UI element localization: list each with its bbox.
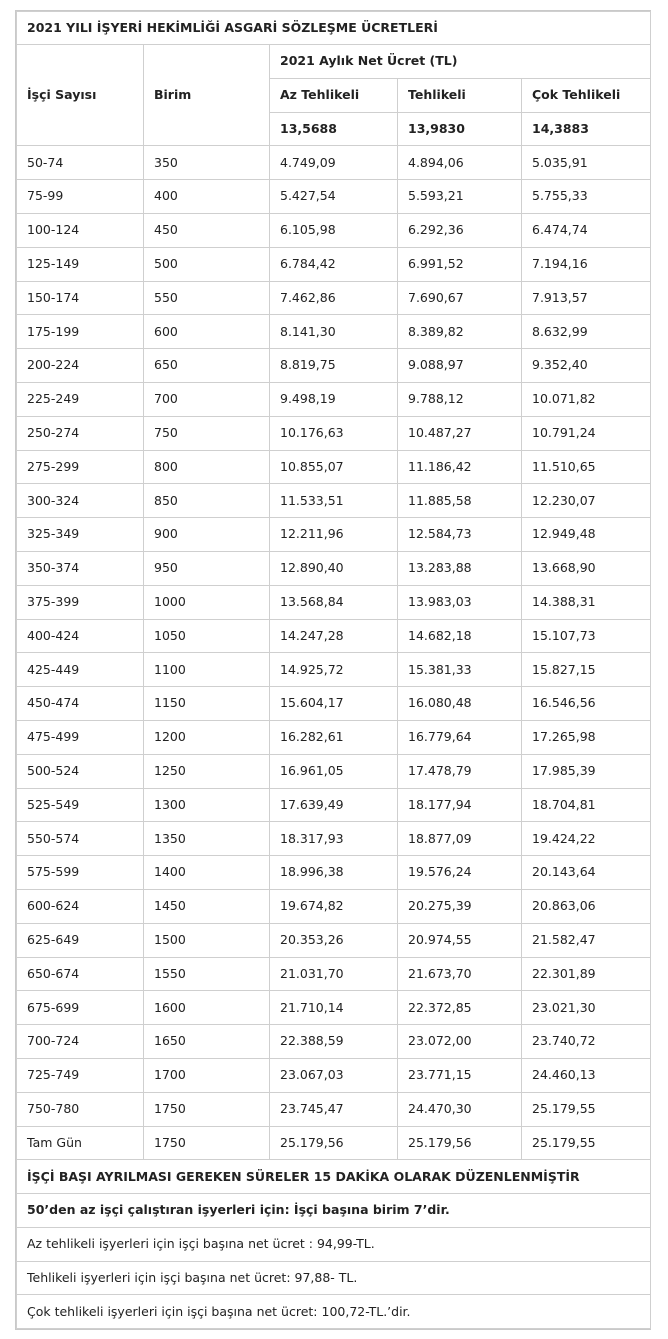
cell-isci-sayisi: 475-499 [17,720,144,754]
cell-tehlikeli: 22.372,85 [398,991,522,1025]
header-az-tehlikeli: Az Tehlikeli [270,78,398,112]
cell-tehlikeli: 13.983,03 [398,585,522,619]
cell-az-tehlikeli: 23.745,47 [270,1092,398,1126]
cell-tehlikeli: 10.487,27 [398,416,522,450]
table-row [17,720,651,754]
cell-tehlikeli: 18.177,94 [398,788,522,822]
cell-az-tehlikeli: 4.749,09 [270,146,398,180]
cell-birim: 1500 [144,923,270,957]
cell-birim: 1750 [144,1092,270,1126]
cell-birim: 600 [144,315,270,349]
header-birim: Birim [144,45,270,146]
header-cok-tehlikeli: Çok Tehlikeli [522,78,651,112]
cell-cok-tehlikeli: 7.194,16 [522,247,651,281]
cell-birim: 350 [144,146,270,180]
cell-tehlikeli: 16.779,64 [398,720,522,754]
cell-tehlikeli: 24.470,30 [398,1092,522,1126]
cell-tehlikeli: 9.788,12 [398,382,522,416]
cell-az-tehlikeli: 12.211,96 [270,518,398,552]
cell-az-tehlikeli: 13.568,84 [270,585,398,619]
cell-tehlikeli: 11.186,42 [398,450,522,484]
cell-cok-tehlikeli: 21.582,47 [522,923,651,957]
cell-isci-sayisi: 600-624 [17,889,144,923]
cell-isci-sayisi: 550-574 [17,822,144,856]
table-row [17,450,651,484]
table-row [17,247,651,281]
cell-isci-sayisi: 50-74 [17,146,144,180]
cell-tehlikeli: 5.593,21 [398,180,522,214]
cell-birim: 850 [144,484,270,518]
table-row [17,754,651,788]
cell-az-tehlikeli: 17.639,49 [270,788,398,822]
cell-isci-sayisi: 75-99 [17,180,144,214]
cell-isci-sayisi: Tam Gün [17,1126,144,1160]
cell-isci-sayisi: 500-524 [17,754,144,788]
cell-isci-sayisi: 525-549 [17,788,144,822]
cell-tehlikeli: 19.576,24 [398,856,522,890]
rate-az-tehlikeli: 13,5688 [270,112,398,146]
cell-birim: 1550 [144,957,270,991]
cell-birim: 650 [144,349,270,383]
cell-az-tehlikeli: 18.317,93 [270,822,398,856]
cell-birim: 1250 [144,754,270,788]
cell-az-tehlikeli: 19.674,82 [270,889,398,923]
table-row [17,856,651,890]
cell-cok-tehlikeli: 19.424,22 [522,822,651,856]
cell-birim: 1750 [144,1126,270,1160]
cell-cok-tehlikeli: 20.863,06 [522,889,651,923]
cell-cok-tehlikeli: 16.546,56 [522,687,651,721]
cell-cok-tehlikeli: 24.460,13 [522,1058,651,1092]
cell-tehlikeli: 25.179,56 [398,1126,522,1160]
table-row [17,687,651,721]
cell-cok-tehlikeli: 6.474,74 [522,213,651,247]
cell-az-tehlikeli: 20.353,26 [270,923,398,957]
cell-az-tehlikeli: 22.388,59 [270,1025,398,1059]
table-row [17,382,651,416]
cell-isci-sayisi: 300-324 [17,484,144,518]
cell-az-tehlikeli: 5.427,54 [270,180,398,214]
table-row [17,281,651,315]
cell-cok-tehlikeli: 23.021,30 [522,991,651,1025]
table-row [17,146,651,180]
cell-isci-sayisi: 650-674 [17,957,144,991]
note-tehlikeli: Tehlikeli işyerleri için işçi başına net ücret: 97,88- TL. [17,1261,651,1295]
cell-tehlikeli: 14.682,18 [398,619,522,653]
cell-cok-tehlikeli: 5.035,91 [522,146,651,180]
cell-cok-tehlikeli: 14.388,31 [522,585,651,619]
cell-isci-sayisi: 125-149 [17,247,144,281]
cell-isci-sayisi: 225-249 [17,382,144,416]
cell-tehlikeli: 4.894,06 [398,146,522,180]
table-row [17,1025,651,1059]
cell-az-tehlikeli: 6.105,98 [270,213,398,247]
cell-cok-tehlikeli: 12.230,07 [522,484,651,518]
cell-isci-sayisi: 425-449 [17,653,144,687]
table-row [17,957,651,991]
cell-tehlikeli: 8.389,82 [398,315,522,349]
cell-tehlikeli: 20.974,55 [398,923,522,957]
cell-az-tehlikeli: 7.462,86 [270,281,398,315]
cell-az-tehlikeli: 15.604,17 [270,687,398,721]
cell-birim: 1650 [144,1025,270,1059]
cell-tehlikeli: 18.877,09 [398,822,522,856]
rate-cok-tehlikeli: 14,3883 [522,112,651,146]
cell-az-tehlikeli: 16.282,61 [270,720,398,754]
cell-cok-tehlikeli: 22.301,89 [522,957,651,991]
cell-az-tehlikeli: 10.176,63 [270,416,398,450]
cell-birim: 1150 [144,687,270,721]
table-row [17,180,651,214]
cell-tehlikeli: 6.292,36 [398,213,522,247]
cell-tehlikeli: 16.080,48 [398,687,522,721]
cell-birim: 1300 [144,788,270,822]
note-row-cok [17,1295,651,1329]
cell-az-tehlikeli: 11.533,51 [270,484,398,518]
cell-az-tehlikeli: 23.067,03 [270,1058,398,1092]
cell-tehlikeli: 11.885,58 [398,484,522,518]
table-row [17,1058,651,1092]
note-cok-tehlikeli: Çok tehlikeli işyerleri için işçi başına net ücret: 100,72-TL.’dir. [17,1295,651,1329]
header-tehlikeli: Tehlikeli [398,78,522,112]
cell-isci-sayisi: 375-399 [17,585,144,619]
cell-isci-sayisi: 175-199 [17,315,144,349]
table-row [17,551,651,585]
cell-cok-tehlikeli: 15.107,73 [522,619,651,653]
cell-birim: 950 [144,551,270,585]
cell-az-tehlikeli: 25.179,56 [270,1126,398,1160]
cell-birim: 1350 [144,822,270,856]
header-isci-sayisi: İşçi Sayısı [17,45,144,146]
cell-birim: 1400 [144,856,270,890]
cell-cok-tehlikeli: 15.827,15 [522,653,651,687]
table-row [17,788,651,822]
cell-birim: 1200 [144,720,270,754]
cell-birim: 700 [144,382,270,416]
table-row [17,213,651,247]
cell-isci-sayisi: 350-374 [17,551,144,585]
table-row [17,822,651,856]
cell-birim: 1700 [144,1058,270,1092]
cell-birim: 1000 [144,585,270,619]
table-title: 2021 YILI İŞYERİ HEKİMLİĞİ ASGARİ SÖZLEŞME ÜCRETLERİ [17,12,651,45]
cell-tehlikeli: 23.771,15 [398,1058,522,1092]
cell-tehlikeli: 20.275,39 [398,889,522,923]
cell-az-tehlikeli: 6.784,42 [270,247,398,281]
note-duration: İŞÇİ BAŞI AYRILMASI GEREKEN SÜRELER 15 DAKİKA OLARAK DÜZENLENMİŞTİR [17,1160,651,1194]
cell-cok-tehlikeli: 10.071,82 [522,382,651,416]
table-row [17,889,651,923]
cell-tehlikeli: 7.690,67 [398,281,522,315]
cell-az-tehlikeli: 8.141,30 [270,315,398,349]
cell-tehlikeli: 21.673,70 [398,957,522,991]
cell-az-tehlikeli: 21.031,70 [270,957,398,991]
cell-cok-tehlikeli: 20.143,64 [522,856,651,890]
cell-cok-tehlikeli: 7.913,57 [522,281,651,315]
cell-isci-sayisi: 625-649 [17,923,144,957]
cell-isci-sayisi: 275-299 [17,450,144,484]
cell-birim: 500 [144,247,270,281]
cell-az-tehlikeli: 14.247,28 [270,619,398,653]
fee-table [16,11,651,1329]
header-row-1 [17,45,651,79]
cell-cok-tehlikeli: 25.179,55 [522,1092,651,1126]
cell-cok-tehlikeli: 23.740,72 [522,1025,651,1059]
cell-az-tehlikeli: 12.890,40 [270,551,398,585]
cell-isci-sayisi: 575-599 [17,856,144,890]
cell-isci-sayisi: 325-349 [17,518,144,552]
cell-tehlikeli: 12.584,73 [398,518,522,552]
cell-tehlikeli: 9.088,97 [398,349,522,383]
cell-isci-sayisi: 700-724 [17,1025,144,1059]
table-row [17,518,651,552]
cell-cok-tehlikeli: 9.352,40 [522,349,651,383]
cell-isci-sayisi: 450-474 [17,687,144,721]
cell-cok-tehlikeli: 13.668,90 [522,551,651,585]
cell-az-tehlikeli: 14.925,72 [270,653,398,687]
cell-isci-sayisi: 100-124 [17,213,144,247]
cell-isci-sayisi: 750-780 [17,1092,144,1126]
cell-birim: 800 [144,450,270,484]
cell-birim: 1600 [144,991,270,1025]
table-row [17,315,651,349]
cell-cok-tehlikeli: 11.510,65 [522,450,651,484]
note-row-duration [17,1160,651,1194]
cell-tehlikeli: 13.283,88 [398,551,522,585]
table-row [17,991,651,1025]
cell-birim: 450 [144,213,270,247]
cell-birim: 550 [144,281,270,315]
cell-isci-sayisi: 675-699 [17,991,144,1025]
cell-az-tehlikeli: 18.996,38 [270,856,398,890]
cell-tehlikeli: 17.478,79 [398,754,522,788]
cell-az-tehlikeli: 9.498,19 [270,382,398,416]
cell-tehlikeli: 6.991,52 [398,247,522,281]
cell-isci-sayisi: 250-274 [17,416,144,450]
cell-cok-tehlikeli: 5.755,33 [522,180,651,214]
cell-cok-tehlikeli: 12.949,48 [522,518,651,552]
cell-cok-tehlikeli: 17.985,39 [522,754,651,788]
title-row [17,12,651,45]
cell-isci-sayisi: 400-424 [17,619,144,653]
cell-cok-tehlikeli: 17.265,98 [522,720,651,754]
cell-birim: 750 [144,416,270,450]
note-az-tehlikeli: Az tehlikeli işyerleri için işçi başına net ücret : 94,99-TL. [17,1227,651,1261]
cell-az-tehlikeli: 21.710,14 [270,991,398,1025]
note-row-tehlikeli [17,1261,651,1295]
cell-birim: 1050 [144,619,270,653]
table-row [17,416,651,450]
table-row [17,923,651,957]
note-row-under50 [17,1194,651,1228]
cell-az-tehlikeli: 8.819,75 [270,349,398,383]
rate-tehlikeli: 13,9830 [398,112,522,146]
cell-tehlikeli: 15.381,33 [398,653,522,687]
cell-cok-tehlikeli: 18.704,81 [522,788,651,822]
cell-cok-tehlikeli: 25.179,55 [522,1126,651,1160]
cell-isci-sayisi: 200-224 [17,349,144,383]
cell-az-tehlikeli: 16.961,05 [270,754,398,788]
header-group-label: 2021 Aylık Net Ücret (TL) [270,45,651,79]
table-row [17,1092,651,1126]
note-row-az [17,1227,651,1261]
table-row [17,1126,651,1160]
table-row [17,653,651,687]
cell-birim: 400 [144,180,270,214]
table-row [17,585,651,619]
cell-cok-tehlikeli: 8.632,99 [522,315,651,349]
cell-tehlikeli: 23.072,00 [398,1025,522,1059]
cell-birim: 900 [144,518,270,552]
cell-isci-sayisi: 725-749 [17,1058,144,1092]
note-under50: 50’den az işçi çalıştıran işyerleri için: İşçi başına birim 7’dir. [17,1194,651,1228]
cell-cok-tehlikeli: 10.791,24 [522,416,651,450]
fee-table-container [15,10,651,1330]
cell-birim: 1100 [144,653,270,687]
cell-isci-sayisi: 150-174 [17,281,144,315]
table-row [17,349,651,383]
table-row [17,484,651,518]
cell-birim: 1450 [144,889,270,923]
table-row [17,619,651,653]
cell-az-tehlikeli: 10.855,07 [270,450,398,484]
